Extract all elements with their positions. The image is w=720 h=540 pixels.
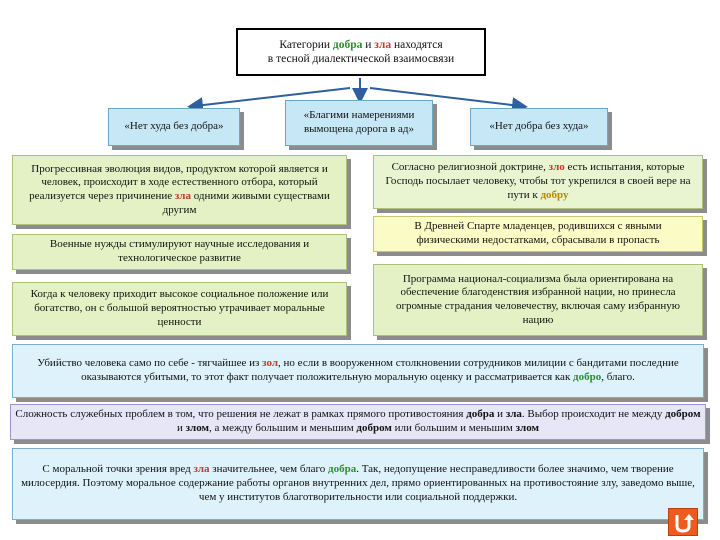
religion-evil: зло bbox=[548, 161, 565, 174]
complex-text-3: и bbox=[176, 422, 186, 434]
sparta-text: В Древней Спарте младенцев, родившихся с явными физическими недостатками, сбрасывали в пропасть bbox=[414, 220, 662, 246]
moral-box bbox=[12, 448, 704, 520]
military-box bbox=[12, 234, 347, 270]
wealth-box bbox=[12, 282, 347, 336]
complex-good-2: добром bbox=[665, 408, 701, 421]
murder-text: Убийство человека само по себе - тягчайшее из bbox=[37, 357, 263, 370]
header-text-end: находятся bbox=[391, 38, 443, 51]
moral-text: С моральной точки зрения вред bbox=[42, 463, 194, 476]
nazism-box bbox=[373, 264, 703, 336]
header-box bbox=[236, 28, 486, 76]
complex-evil-3: злом bbox=[515, 422, 539, 434]
category-left bbox=[108, 108, 240, 146]
moral-good: добра bbox=[328, 463, 357, 476]
evolution-box bbox=[12, 155, 347, 225]
complex-good-3: добром bbox=[356, 422, 392, 434]
complexity-box bbox=[10, 404, 706, 440]
header-text: Категории bbox=[279, 38, 333, 51]
religion-text-mid: есть испытания, которые Господь посылает человеку, чтобы тот укрепился в своей вере на пути к bbox=[385, 161, 691, 201]
wealth-text: Когда к человеку приходит высокое социальное положение или богатство, он с большой вероятностью утрачивает моральные ценности bbox=[30, 288, 329, 328]
murder-good: добро bbox=[573, 371, 602, 383]
sparta-box bbox=[373, 216, 703, 252]
header-good: добра bbox=[332, 38, 363, 51]
evolution-text: Прогрессивная эволюция видов, продуктом которой является и человек, происходит в ходе естественного отбора, который реализуется через причинение bbox=[29, 162, 328, 202]
murder-box bbox=[12, 344, 704, 398]
complex-evil-2: злом bbox=[185, 422, 209, 434]
category-right bbox=[470, 108, 608, 146]
religion-good: добру bbox=[540, 188, 569, 201]
moral-evil: зла bbox=[193, 463, 210, 476]
murder-text-end: , благо. bbox=[601, 371, 635, 383]
category-right-text: «Нет добра без худа» bbox=[489, 120, 589, 133]
header-line2: в тесной диалектической взаимосвязи bbox=[267, 53, 455, 65]
complex-good: добра bbox=[466, 408, 495, 421]
moral-text-end: . Так, недопущение несправедливости более значимо, чем творение милосердия. Поэтому моральное содержание работы органов внутренних дел, прямо ориентированных на противостояние злу, заведомо выше, чем у институтов благотворительности или социальной поддержки. bbox=[21, 463, 695, 503]
nazism-text: Программа национал-социализма была ориентирована на обеспечение благоденствия избранной нации, но принесла огромные страдания человечеству, включая саму избранную нацию bbox=[395, 272, 681, 326]
category-middle-line2: вымощена дорога в ад» bbox=[303, 123, 415, 135]
complex-and: и bbox=[494, 408, 506, 421]
complex-text-5: или большим и меньшим bbox=[391, 422, 516, 434]
evolution-evil: зла bbox=[174, 190, 191, 202]
category-left-text: «Нет худа без добра» bbox=[124, 120, 224, 133]
complex-text: Сложность служебных проблем в том, что решения не лежат в рамках прямого противостояния bbox=[15, 408, 467, 421]
return-icon bbox=[669, 509, 697, 535]
category-middle-line1: «Благими намерениями bbox=[303, 109, 415, 122]
category-middle bbox=[285, 100, 433, 146]
complex-text-2: . Выбор происходит не между bbox=[521, 408, 666, 421]
header-evil: зла bbox=[374, 38, 392, 51]
religion-text: Согласно религиозной доктрине, bbox=[391, 161, 549, 174]
evolution-text-end: одними живыми существами другим bbox=[162, 190, 330, 216]
complex-evil: зла bbox=[505, 408, 522, 421]
murder-text-mid: , но если в вооруженном столкновении сотрудников милиции с бандитами последние оказываются убитыми, то этот факт получает положительную моральную оценку и рассматривается как bbox=[81, 357, 679, 383]
religion-box bbox=[373, 155, 703, 209]
murder-evil: зол bbox=[262, 357, 279, 370]
header-and: и bbox=[362, 38, 375, 51]
return-button[interactable] bbox=[668, 508, 698, 536]
complex-text-4: , а между большим и меньшим bbox=[209, 422, 357, 434]
moral-text-mid: значительнее, чем благо bbox=[209, 463, 329, 476]
military-text: Военные нужды стимулируют научные исследования и технологическое развитие bbox=[49, 238, 310, 264]
